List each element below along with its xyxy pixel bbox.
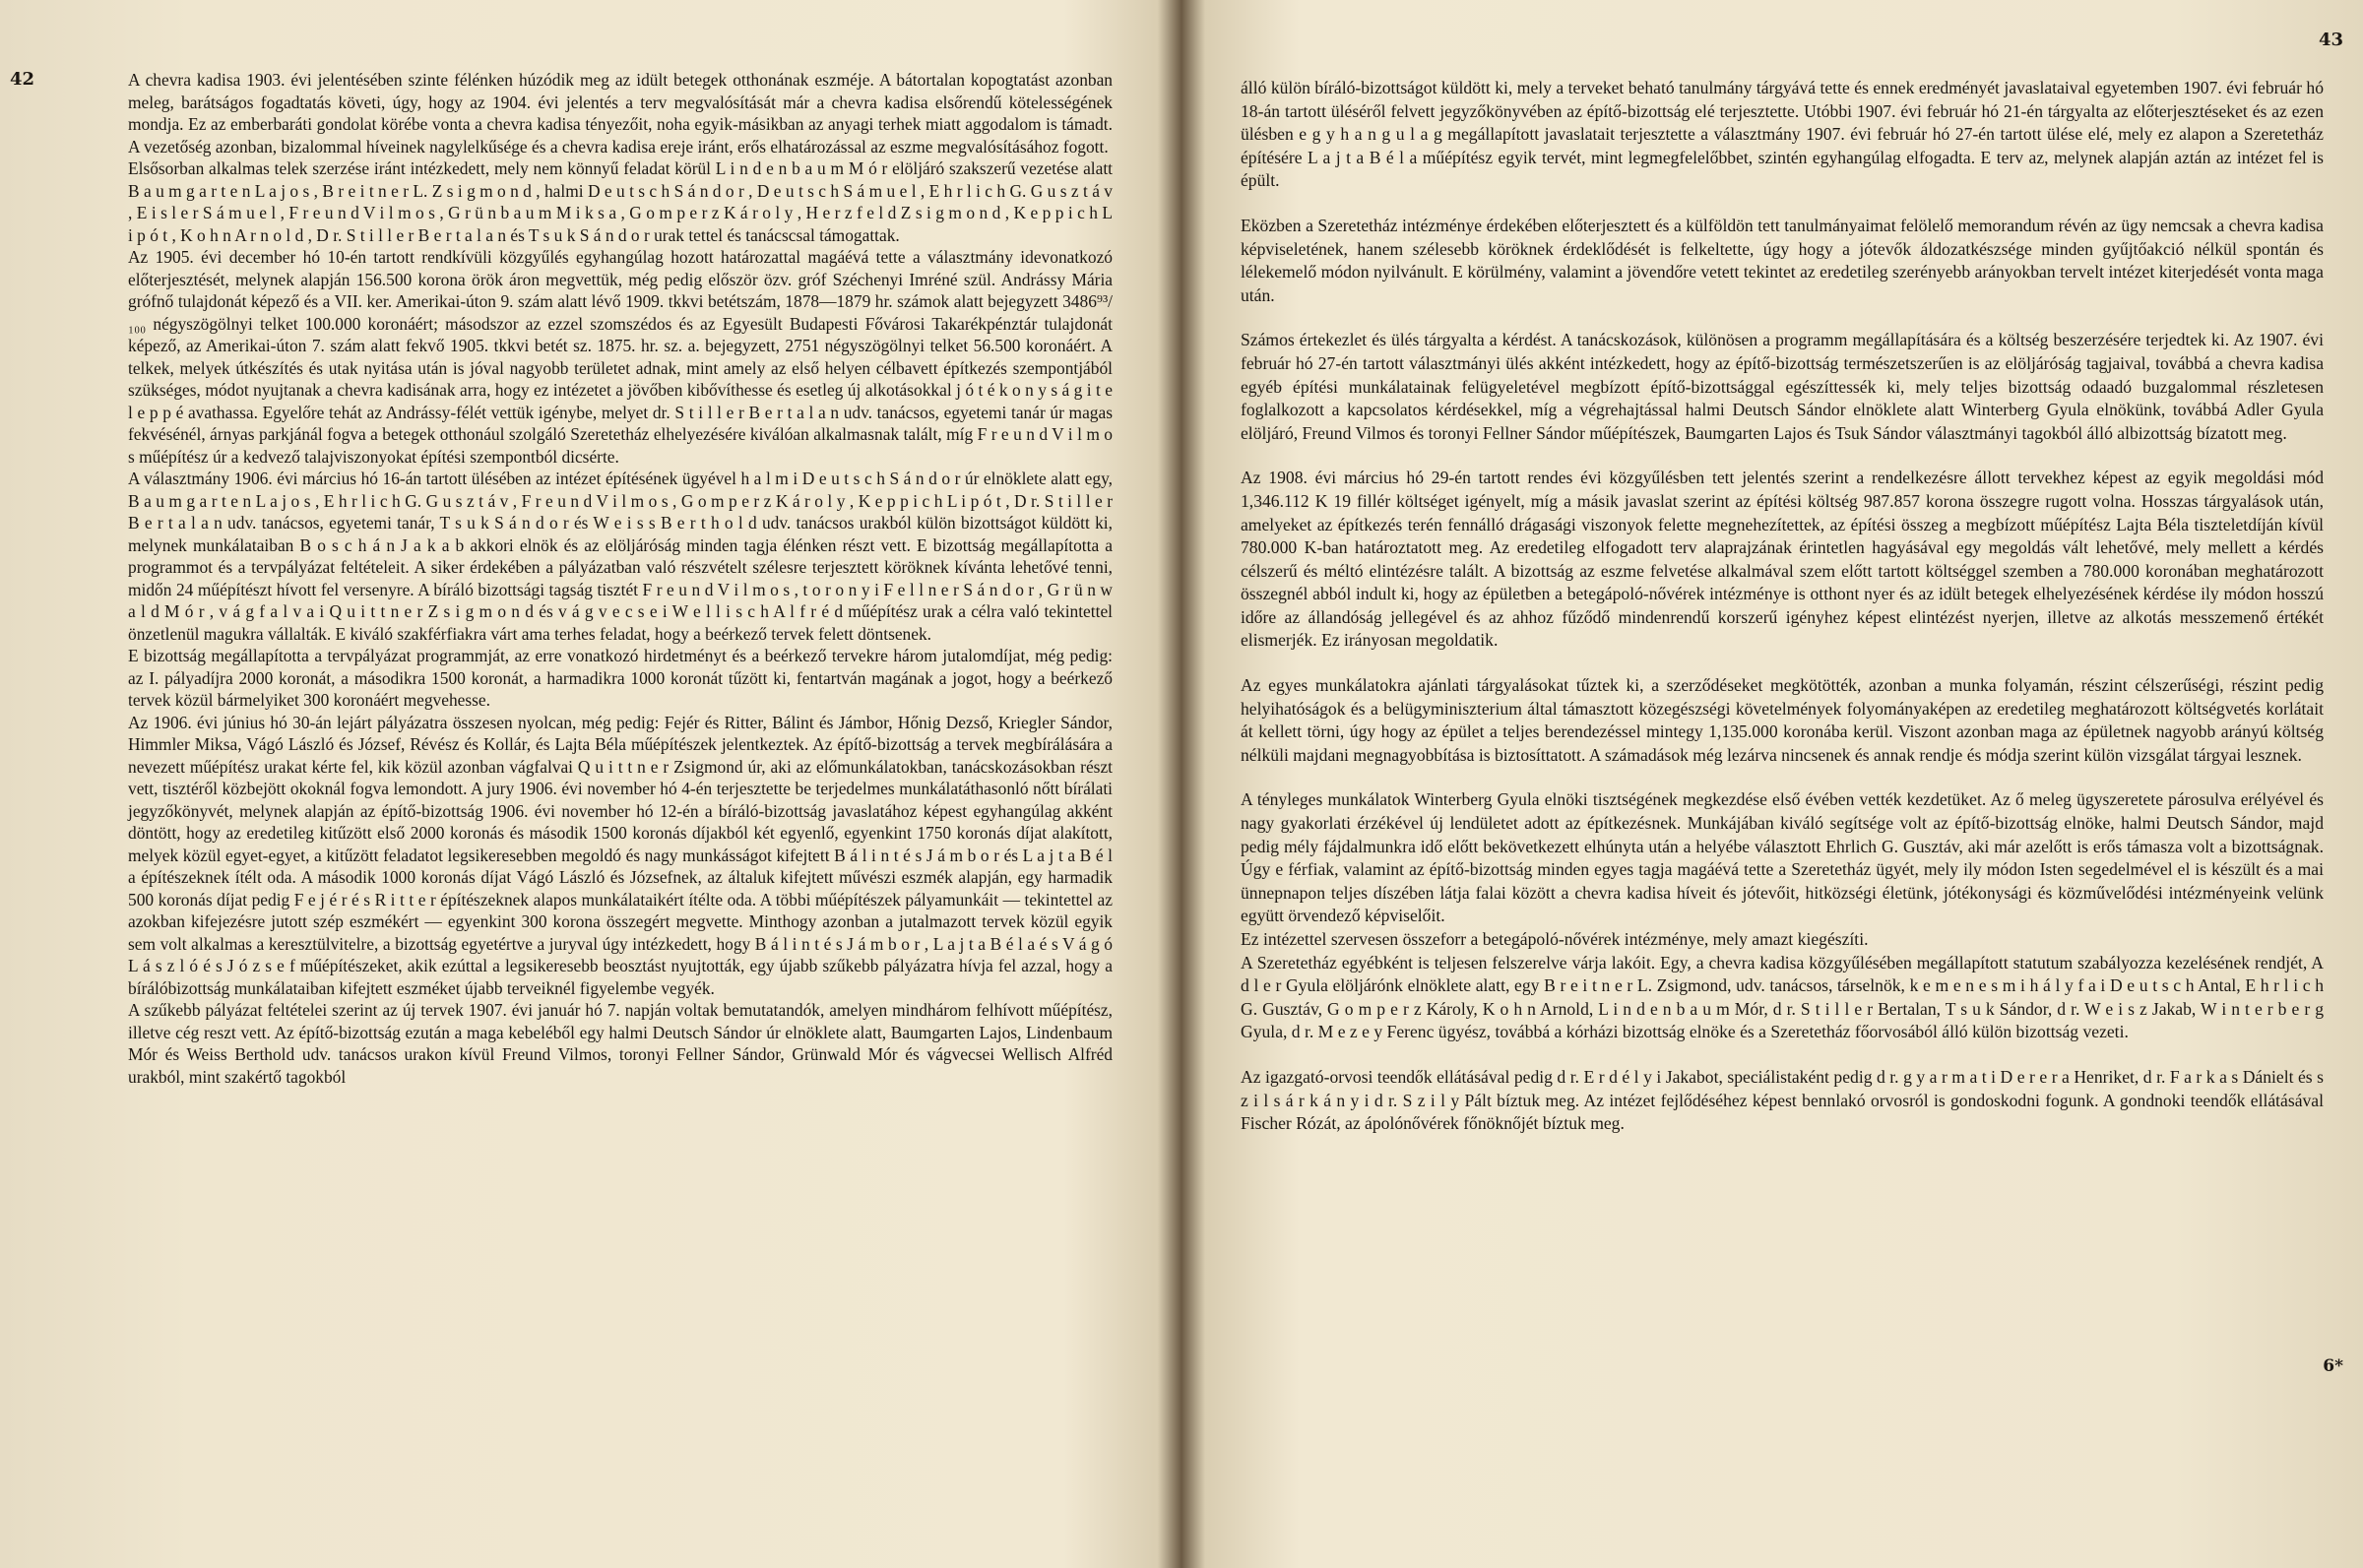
left-page-number: 42 xyxy=(10,69,35,90)
left-paragraph-2: Elsősorban alkalmas telek szerzése iránt intézkedett, mely nem könnyű feladat körül L i n d e n b a u m M ó r elöljáró szakszerű vezetése alatt B a u m g a r t e n L a j o s , B r e i t n e r L. Z s i g m o n d , halmi D e u t s c h S á n d o r , D e u t s c h S á m u e l , E h r l i c h G. G u s z t á v , E i s l e r S á m u e l , F r e u n d V i l m o s , G r ü n b a u m M i k s a , G o m p e r z K á r o l y , H e r z f e l d Z s i g m o n d , K e p p i c h L i p ó t , K o h n A r n o l d , D r. S t i l l e r B e r t a l a n és T s u k S á n d o r urak tettel és tanácscsal támogattak. xyxy=(128,158,1113,245)
right-paragraph-5: Az egyes munkálatokra ajánlati tárgyalásokat tűztek ki, a szerződéseket megkötötték, azonban a munka folyamán, részint célszerűségi, részint pedig helyihatóságok és a belügyminiszterium által támasztott közegészségi követelmények folyományaképen az eredetileg meghatározott költségvetés korlátait át kellett törni, úgy hogy az épület a teljes berendezéssel mintegy 1,135.000 koronába kerül. Viszont azonban maga az épületnek nagyobb arányú költség nélküli majdani megnagyobbítása is biztosíttatott. A számadások még lezárva nincsenek és annak rendje és módja szerint külön vizsgálat tárgyai lesznek. xyxy=(1241,675,2324,765)
left-paragraph-6: Az 1906. évi június hó 30-án lejárt pályázatra összesen nyolcan, még pedig: Fejér és Ritter, Bálint és Jámbor, Hőnig Dezső, Kriegler Sándor, Himmler Miksa, Vágó László és József, Révész és Kollár, és Lajta Béla műépítészek jelentkeztek. Az építő-bizottság a tervek megbírálására a nevezett műépítész urakat kérte fel, kik közül azonban vágfalvai Q u i t t n e r Zsigmond úr, aki az előmunkálatokban, tanácskozásokban részt vett, tisztéről közbejött okoknál fogva lemondott. A jury 1906. évi november hó 4-én terjesztette be terjedelmes munkálatáthasonló nőtt bírálati jegyzőkönyvét, melynek alapján az építő-bizottság 1906. évi november hó 12-én a bíráló-bizottság javaslatához képest egyhangúlag akként döntött, hogy az eredetileg kitűzött első 2000 koronás és második 1500 koronás díjakból két egyenlő, egyenkint 1750 koronás díjat alakított, melyek közül egyet-egyet, a kitűzött feladatot legsikeresebben megoldó és nagy munkásságot kifejtett B á l i n t é s J á m b o r és L a j t a B é l a építészeknek ítélt oda. A második 1000 koronás díjat Vágó László és Józsefnek, az általuk kifejtett művészi eszmék alapján, egy harmadik 500 koronás díjat pedig F e j é r é s R i t t e r építészeknek alapos munkálataikért ítélte oda. A többi műépítészek pályamunkáit — tekintettel az azokban kifejezésre jutott szép eszmékért — egyenkint 300 korona összegért megvette. Minthogy azonban a jutalmazott tervek közül egyik sem volt alkalmas a keresztülvitelre, a bizottság egyetértve a juryval úgy intézkedett, hogy B á l i n t é s J á m b o r , L a j t a B é l a é s V á g ó L á s z l ó é s J ó z s e f műépítészeket, akik ezúttal a legsikeresebb beosztást nyujtották, egy újabb szűkebb pályázatra hívja fel azzal, hogy a bírálóbizottság munkálataiban kifejtett eszméket újabb terveiknél figyelembe vegyék. xyxy=(128,712,1113,998)
right-paragraph-7: Ez intézettel szervesen összeforr a betegápoló-nővérek intézménye, mely amazt kiegészíti. xyxy=(1241,929,1869,949)
right-paragraph-3: Számos értekezlet és ülés tárgyalta a kérdést. A tanácskozások, különösen a programm megállapítására és a költség beszerzésére terjedtek ki. Az 1907. évi február hó 27-én tartott választmányi ülés akként intézkedett, hogy az építő-bizottság természetszerűen is az elöljáróság tagjaival, továbbá a chevra kadisa egyéb építési munkálatainak felügyeletével megbízott építő-bizottsággal egészíttessék ki, mely teljes bizottság odaadó buzgalommal részletesen foglalkozott a kapcsolatos kérdésekkel, míg a végrehajtással halmi Deutsch Sándor elnöklete alatt Winterberg Gyula elnökünk, továbbá Adler Gyula elöljáró, Freund Vilmos és toronyi Fellner Sándor műépítészek, Baumgarten Lajos és Tsuk Sándor választmányi tagokból álló albizottság bízatott meg. xyxy=(1241,330,2324,443)
right-paragraph-9: Az igazgató-orvosi teendők ellátásával pedig d r. E r d é l y i Jakabot, speciálistaként pedig d r. g y a r m a t i D e r e r a Henriket, d r. F a r k a s Dánielt és s z i l s á r k á n y i d r. S z i l y Pált bíztuk meg. Az intézet fejlődéséhez képest bennlakó orvosról is gondoskodni fogunk. A gondnoki teendők ellátásával Fischer Rózát, az ápolónővérek főnöknőjét bíztuk meg. xyxy=(1241,1066,2324,1134)
signature-mark: 6* xyxy=(2323,1356,2343,1376)
right-paragraph-6: A tényleges munkálatok Winterberg Gyula elnöki tisztségének megkezdése első évében vették kezdetüket. Az ő meleg ügyszeretete párosulva erélyével és nagy gyakorlati érzékével új lendületet adott az építkezésnek. Munkájában kiváló segítsége volt az építő-bizottság elnöke, halmi Deutsch Sándor, majd pedig mély fájdalmunkra idő előtt bekövetkezett elhúnyta után a helyébe választott Ehrlich G. Gusztáv, aki már azelőtt is erős támasza volt a bizottságnak. Úgy e férfiak, valamint az építő-bizottság minden egyes tagja magáévá tette a Szeretetház ügyét, mely ily módon Isten segedelmével el is készült és a mai ünnepnapon teljes díszében látja falai között a chevra kadisa híveit és jótevőit, hitközségi életünk, jótékonysági és közművelődési intézményeink velünk együtt örvendező képviselőit. xyxy=(1241,789,2324,926)
right-page xyxy=(1191,0,2363,1568)
right-paragraph-2: Eközben a Szeretetház intézménye érdekében előterjesztett és a külföldön tett tanulmányaimat felölelő memorandum révén az ügy nemcsak a chevra kadisa képviseletének, hanem szélesebb köröknek érdeklődését is felkeltette, úgy hogy a jótevők áldozatkészsége minden gyűjtőakció nélkül spontán és lélekemelő módon nyilvánult. E körülmény, valamint a jövendőre vetett tekintet az eredetileg szerényebb arányokban tervelt intézet kiterjedését vonta maga után. xyxy=(1241,215,2324,305)
left-paragraph-7: A szűkebb pályázat feltételei szerint az új tervek 1907. évi január hó 7. napján voltak bemutatandók, amelyen mindhárom felhívott műépítész, illetve cég reszt vett. Az építő-bizottság ezután a maga kebeléből egy halmi Deutsch Sándor úr elnöklete alatt, Baumgarten Lajos, Lindenbaum Mór és Weiss Berthold udv. tanácsos urakon kívül Freund Vilmos, toronyi Fellner Sándor, Grünwald Mór és vágvecsei Wellisch Alfréd urakból, mint szakértő tagokból xyxy=(128,1000,1113,1087)
right-paragraph-1: álló külön bíráló-bizottságot küldött ki, mely a terveket beható tanulmány tárgyává tette és ennek eredményét javaslataival egyetemben 1907. évi február hó 18-án tartott üléséről felvett jegyzőkönyvében az építő-bizottság elé terjesztette. Utóbbi 1907. évi február hó 21-én tárgyalta az előterjesztéseket és az ezen ülésben e g y h a n g u l a g megállapított javaslatait terjesztette a választmány 1907. évi február hó 27-én tartott ülése elé, mely ez alapon a Szeretetház építésére L a j t a B é l a műépítész egyik tervét, mint legmegfelelőbbet, szintén egyhangúlag elfogadta. E terv az, melynek alapján aztán az intézet fel is épült. xyxy=(1241,78,2324,191)
right-paragraph-8: A Szeretetház egyébként is teljesen felszerelve várja lakóit. Egy, a chevra kadisa közgyűlésében megállapított statutum szabályozza kezelésének rendjét, A d l e r Gyula elöljárónk elnöklete alatt, egy B r e i t n e r L. Zsigmond, udv. tanácsos, társelnök, k e m e n e s m i h á l y f a i D e u t s c h Antal, E h r l i c h G. Gusztáv, G o m p e r z Károly, K o h n Arnold, L i n d e n b a u m Mór, d r. S t i l l e r Bertalan, T s u k Sándor, d r. W e i s z Jakab, W i n t e r b e r g Gyula, d r. M e z e y Ferenc ügyész, továbbá a kórházi bizottság elnöke és a Szeretetház főorvosából álló külön bizottság vezeti. xyxy=(1241,952,2324,1042)
right-page-number: 43 xyxy=(2318,30,2343,50)
right-paragraph-4: Az 1908. évi március hó 29-én tartott rendes évi közgyűlésben tett jelentés szerint a rendelkezésre állott tervekhez képest az egyik megoldási mód 1,346.112 K 19 fillér költséget igényelt, míg a másik javaslat szerint az építési költség 987.857 korona összegre rugott volna. Hosszas tárgyalások után, amelyeket az építkezés terén fennálló drágasági viszonyok felette megnehezítettek, az építési összeg a megbízott műépítész Lajta Béla tiszteletdíján kívül 780.000 K-ban határoztatott meg. Az eredetileg elfogadott terv alaprajzának érintetlen hagyásával egy megoldás vált lehetővé, mely mellett a kérdés célszerű és méltó elintézésre talált. A bizottság az eszme felvetése alkalmával szem előtt tartott költséggel szemben a 780.000 koronában meghatározott összegnél abból indult ki, hogy az épületben a betegápoló-nővérek intézménye is otthont nyer és az idült betegek elhelyezésének kérdése ily módon hosszú időre az állandóság jellegével és az ahhoz fűződő mindenrendű korszerű igényhez képest elintézést nyerjen, illetve az alkotás messzemenő értékét elismerjék. Ez irányosan megoldatik. xyxy=(1241,468,2324,651)
left-paragraph-4: A választmány 1906. évi március hó 16-án tartott ülésében az intézet építésének ügyével h a l m i D e u t s c h S á n d o r úr elnöklete alatt egy, B a u m g a r t e n L a j o s , E h r l i c h G. G u s z t á v , F r e u n d V i l m o s , G o m p e r z K á r o l y , K e p p i c h L i p ó t , D r. S t i l l e r B e r t a l a n udv. tanácsos, egyetemi tanár, T s u k S á n d o r és W e i s s B e r t h o l d udv. tanácsos urakból külön bizottságot küldött ki, melynek munkálataiban B o s c h á n J a k a b akkori elnök és az elöljáróság minden tagja élénken részt vett. E bizottság megállapította a programmot és a tervpályázat feltételeit. A siker érdekében a pályázatban való részvételt szélesre terjesztett köröknek kívánta lehetővé tenni, midőn 24 műépítészt hívott fel versenyre. A bíráló bizottsági tagság tisztét F r e u n d V i l m o s , t o r o n y i F e l l n e r S á n d o r , G r ü n w a l d M ó r , v á g f a l v a i Q u i t t n e r Z s i g m o n d és v á g v e c s e i W e l l i s c h A l f r é d műépítész urak a célra való tekintettel önzetlenül magukra vállalták. E kiváló szakférfiakra várt ama terhes feladat, hogy a beérkező tervek felett döntsenek. xyxy=(128,469,1113,644)
left-paragraph-1: A chevra kadisa 1903. évi jelentésében szinte félénken húzódik meg az idült betegek otthonának eszméje. A bátortalan kopogtatást azonban meleg, barátságos fogadtatás követi, úgy, hogy az 1904. évi jelentés a terv megvalósítását már a chevra kadisa elsőrendű kötelességének mondja. Ez az emberbaráti gondolat körébe vonta a chevra kadisa tényezőit, noha egyik-másikban az anyagi terhek miatt aggodalom is támadt. A vezetőség azonban, bizalommal híveinek nagylelkűsége és a chevra kadisa ereje iránt, erős elhatározással az eszme megvalósításához fogott. xyxy=(128,70,1113,157)
left-paragraph-5: E bizottság megállapította a tervpályázat programmját, az erre vonatkozó hirdetményt és a beérkező tervekre három jutalomdíjat, még pedig: az I. pályadíjra 2000 koronát, a másodikra 1500 koronát, a harmadikra 1000 koronát tűzött ki, fentartván magának a jogot, hogy a beérkező tervek közül bármelyiket 300 koronáért megvehesse. xyxy=(128,646,1113,710)
left-page xyxy=(0,0,1172,1568)
left-paragraph-3: Az 1905. évi december hó 10-én tartott rendkívüli közgyűlés egyhangúlag hozott határozattal magáévá tette a választmány idevonatkozó előterjesztését, melynek alapján 156.500 korona örök áron megvettük, még pedig először özv. gróf Széchenyi Imréné szül. Andrássy Mária grófnő tulajdonát képező és a VII. ker. Amerikai-úton 9. szám alatt lévő 1909. tkkvi betétszám, 1878—1879 hr. számok alatt bejegyzett 3486⁹³/₁₀₀ négyszögölnyi telket 100.000 koronáért; másodszor az ezzel szomszédos és az Egyesült Budapesti Fővárosi Takarékpénztár tulajdonát képező, az Amerikai-úton 7. szám alatt fekvő 1905. tkkvi betét sz. 1875. hr. sz. a. bejegyzett, 2751 négyszögölnyi telket 56.500 koronáért. A telkek, melyek útkészítés és utak nyitása után is jóval nagyobb területet adnak, mint amely az első helyen célbavett építkezés szempontjából szükséges, módot nyujtanak a chevra kadisának arra, hogy ez intézetet a jövőben kibővíthesse és esetleg új alkotásokkal j ó t é k o n y s á g i t e l e p p é avathassa. Egyelőre tehát az Andrássy-félét vettük igénybe, melyet dr. S t i l l e r B e r t a l a n udv. tanácsos, egyetemi tanár úr magas fekvésénél, árnyas parkjánál fogva a betegek otthonául szolgáló Szeretetház elhelyezésére kiválóan alkalmasnak talált, míg F r e u n d V i l m o s műépítész úr a kedvező talajviszonyokat építési szempontból dicsérte. xyxy=(128,247,1113,467)
